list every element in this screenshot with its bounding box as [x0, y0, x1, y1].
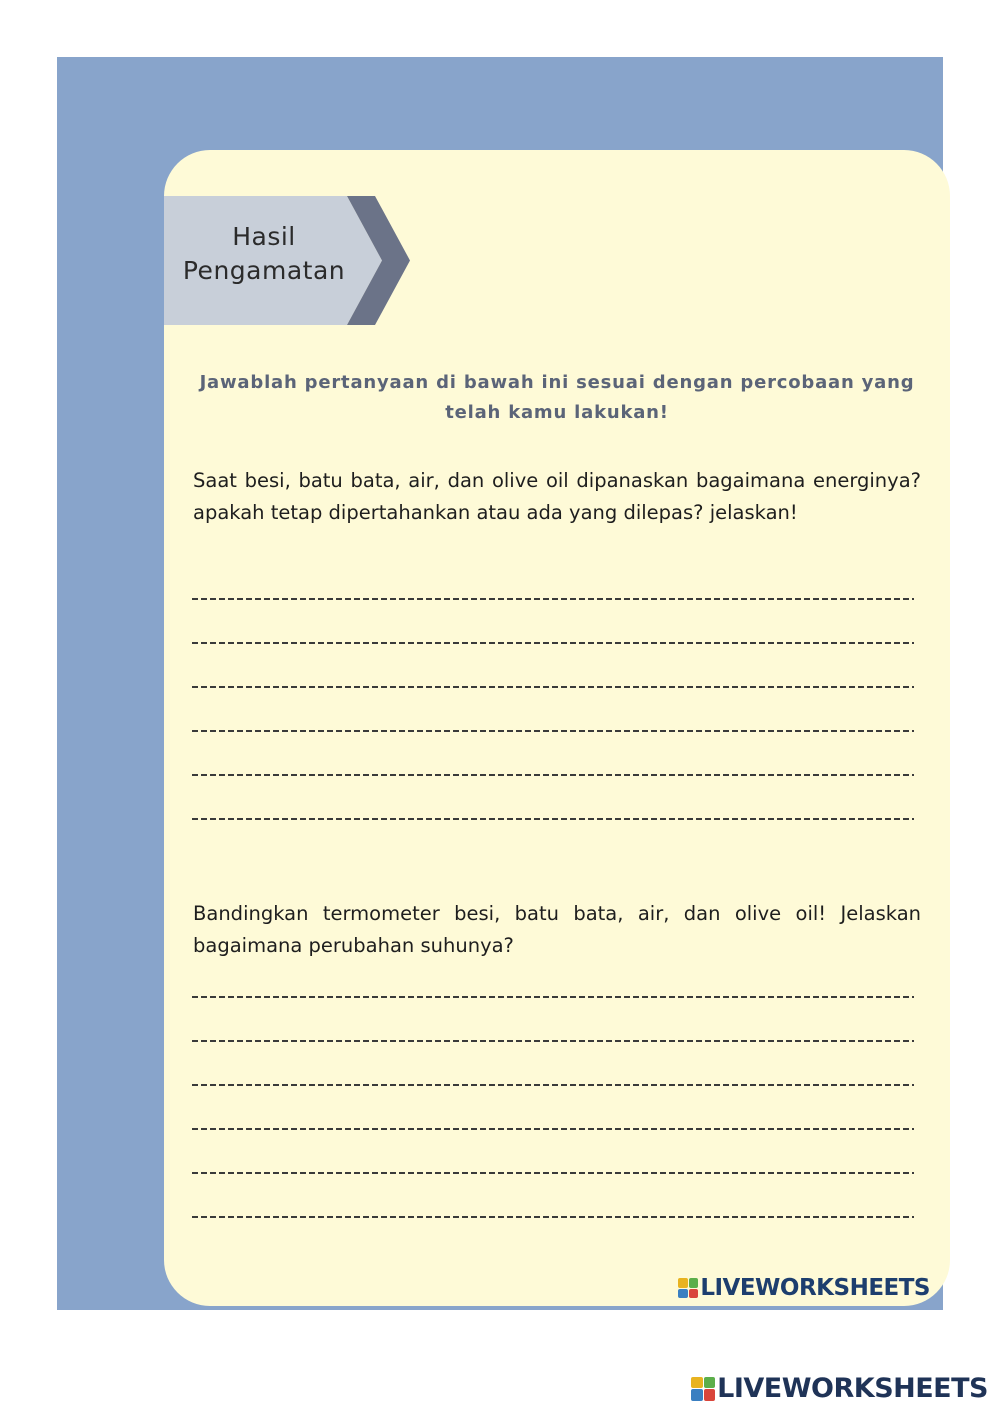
answer-line[interactable]: [192, 1128, 914, 1130]
answer-area-2[interactable]: [192, 996, 914, 1260]
logo-text: LIVEWORKSHEETS: [700, 1275, 930, 1301]
answer-line[interactable]: [192, 1040, 914, 1042]
liveworksheets-icon: [678, 1278, 698, 1298]
section-title: [164, 220, 364, 288]
logo-text: LIVEWORKSHEETS: [717, 1373, 988, 1404]
liveworksheets-footer-logo: [691, 1373, 988, 1404]
section-title-line-1: Hasil: [232, 222, 296, 251]
answer-line[interactable]: [192, 818, 914, 820]
question-1: Saat besi, batu bata, air, dan olive oil dipanaskan bagaimana energinya? apakah tetap dipertahankan atau ada yang dilepas? jelaskan!: [193, 469, 921, 524]
worksheet-card: [164, 150, 950, 1306]
answer-line[interactable]: [192, 642, 914, 644]
answer-line[interactable]: [192, 996, 914, 998]
answer-line[interactable]: [192, 1172, 914, 1174]
answer-line[interactable]: [192, 774, 914, 776]
answer-line[interactable]: [192, 730, 914, 732]
question-2: Bandingkan termometer besi, batu bata, air, dan olive oil! Jelaskan bagaimana perubahan suhunya?: [193, 902, 921, 957]
liveworksheets-logo: [678, 1275, 930, 1301]
instruction-text: Jawablah pertanyaan di bawah ini sesuai dengan percobaan yang telah kamu lakukan!: [199, 372, 915, 423]
answer-line[interactable]: [192, 1084, 914, 1086]
answer-line[interactable]: [192, 598, 914, 600]
answer-line[interactable]: [192, 686, 914, 688]
section-title-line-2: Pengamatan: [182, 256, 346, 285]
liveworksheets-icon: [691, 1377, 715, 1401]
page-frame: [57, 57, 943, 1310]
answer-line[interactable]: [192, 1216, 914, 1218]
answer-area-1[interactable]: [192, 598, 914, 862]
